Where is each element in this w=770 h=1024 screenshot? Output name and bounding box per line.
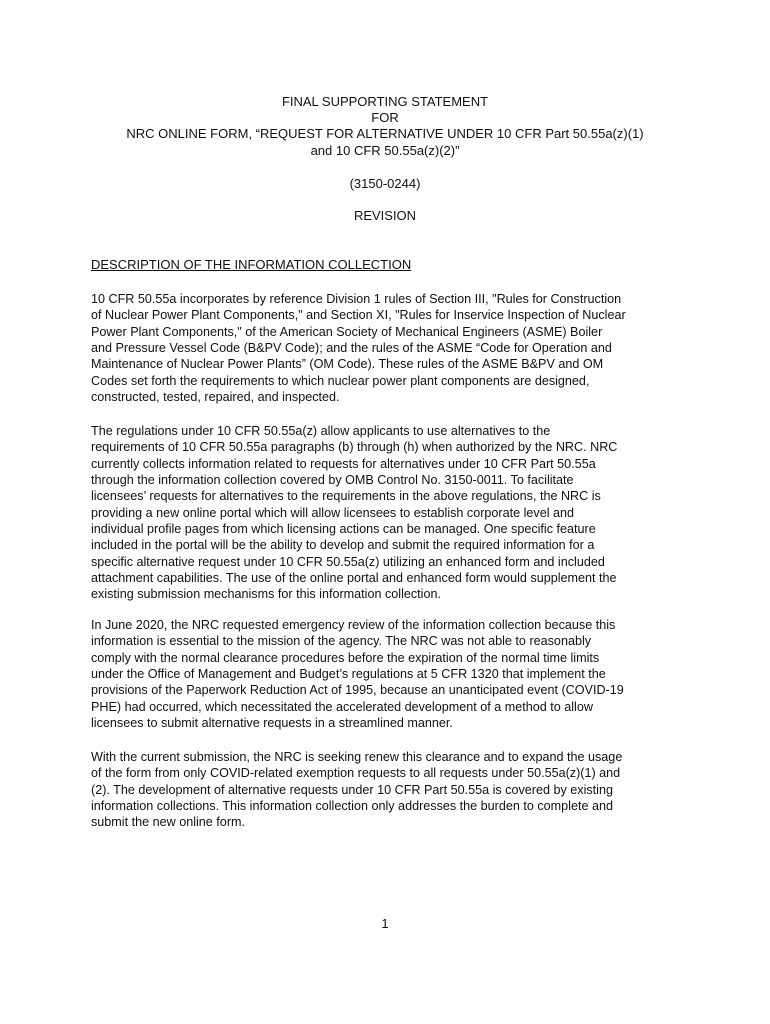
paragraph-line: currently collects information related to requests for alternatives under 10 CFR Part 50.55a (91, 456, 596, 471)
paragraph-line: In June 2020, the NRC requested emergency review of the information collection because this (91, 618, 616, 632)
page-number: 1 (381, 916, 389, 931)
title-line: NRC ONLINE FORM, “REQUEST FOR ALTERNATIVE UNDER 10 CFR Part 50.55a(z)(1) (126, 126, 644, 142)
paragraph-line: of the form from only COVID-related exemption requests to all requests under 50.55a(z)(1) and (91, 766, 621, 781)
paragraph-line: PHE) had occurred, which necessitated the accelerated development of a method to allow (91, 699, 593, 714)
paragraph-asme-codes (91, 291, 691, 405)
paragraph-line: included in the portal will be the ability to develop and submit the required information for a (91, 538, 595, 553)
paragraph-line: requirements of 10 CFR 50.55a paragraphs (b) through (h) when authorized by the NRC. NRC (91, 440, 618, 455)
paragraph-regulations (91, 423, 691, 603)
paragraph-line: providing a new online portal which will allow licensees to establish corporate level and (91, 505, 575, 520)
paragraph-line: (2). The development of alternative requests under 10 CFR Part 50.55a is covered by existing (91, 782, 613, 797)
paragraph-line: information collections. This information collection only addresses the burden to complete and (91, 799, 613, 814)
paragraph-line: Maintenance of Nuclear Power Plants” (OM Code). These rules of the ASME B&PV and OM (91, 357, 604, 372)
revision-label: REVISION (353, 208, 417, 223)
paragraph-line: provisions of the Paperwork Reduction Act of 1995, because an unanticipated event (COVID-19 (91, 683, 624, 698)
paragraph-line: licensees’ requests for alternatives to the requirements in the above regulations, the NRC is (91, 489, 601, 504)
paragraph-emergency-review (91, 617, 691, 731)
paragraph-line: existing submission mechanisms for this information collection. (91, 587, 441, 602)
paragraph-line: With the current submission, the NRC is seeking renew this clearance and to expand the usage (91, 750, 623, 764)
paragraph-current-submission (91, 749, 691, 831)
paragraph-line: licensees to submit alternative requests in a streamlined manner. (91, 716, 453, 731)
paragraph-line: specific alternative request under 10 CFR 50.55a(z) utilizing an enhanced form and included (91, 554, 605, 569)
paragraph-line: information is essential to the mission of the agency. The NRC was not able to reasonably (91, 634, 592, 649)
document-title (70, 94, 700, 159)
title-line: and 10 CFR 50.55a(z)(2)” (310, 142, 460, 158)
title-line: FOR (371, 110, 399, 126)
paragraph-line: Codes set forth the requirements to which nuclear power plant components are designed, (91, 373, 590, 388)
paragraph-line: The regulations under 10 CFR 50.55a(z) allow applicants to use alternatives to the (91, 424, 551, 438)
paragraph-line: of Nuclear Power Plant Components," and Section XI, "Rules for Inservice Inspection of Nuclear (91, 308, 626, 323)
paragraph-line: Power Plant Components," of the American Society of Mechanical Engineers (ASME) Boiler (91, 324, 603, 339)
section-heading: DESCRIPTION OF THE INFORMATION COLLECTION (91, 257, 412, 272)
paragraph-line: through the information collection covered by OMB Control No. 3150-0011. To facilitate (91, 473, 574, 488)
paragraph-line: submit the new online form. (91, 815, 245, 830)
omb-control-number: (3150-0244) (349, 176, 421, 191)
paragraph-line: attachment capabilities. The use of the online portal and enhanced form would supplement the (91, 571, 617, 586)
paragraph-line: comply with the normal clearance procedures before the expiration of the normal time limits (91, 650, 600, 665)
paragraph-line: 10 CFR 50.55a incorporates by reference Division 1 rules of Section III, "Rules for Construction (91, 292, 622, 306)
paragraph-line: and Pressure Vessel Code (B&PV Code); and the rules of the ASME “Code for Operation and (91, 341, 612, 356)
paragraph-line: under the Office of Management and Budget’s regulations at 5 CFR 1320 that implement the (91, 667, 606, 682)
paragraph-line: constructed, tested, repaired, and inspected. (91, 390, 340, 405)
title-line: FINAL SUPPORTING STATEMENT (281, 94, 489, 109)
paragraph-line: individual profile pages from which licensing actions can be managed. One specific feature (91, 522, 596, 537)
